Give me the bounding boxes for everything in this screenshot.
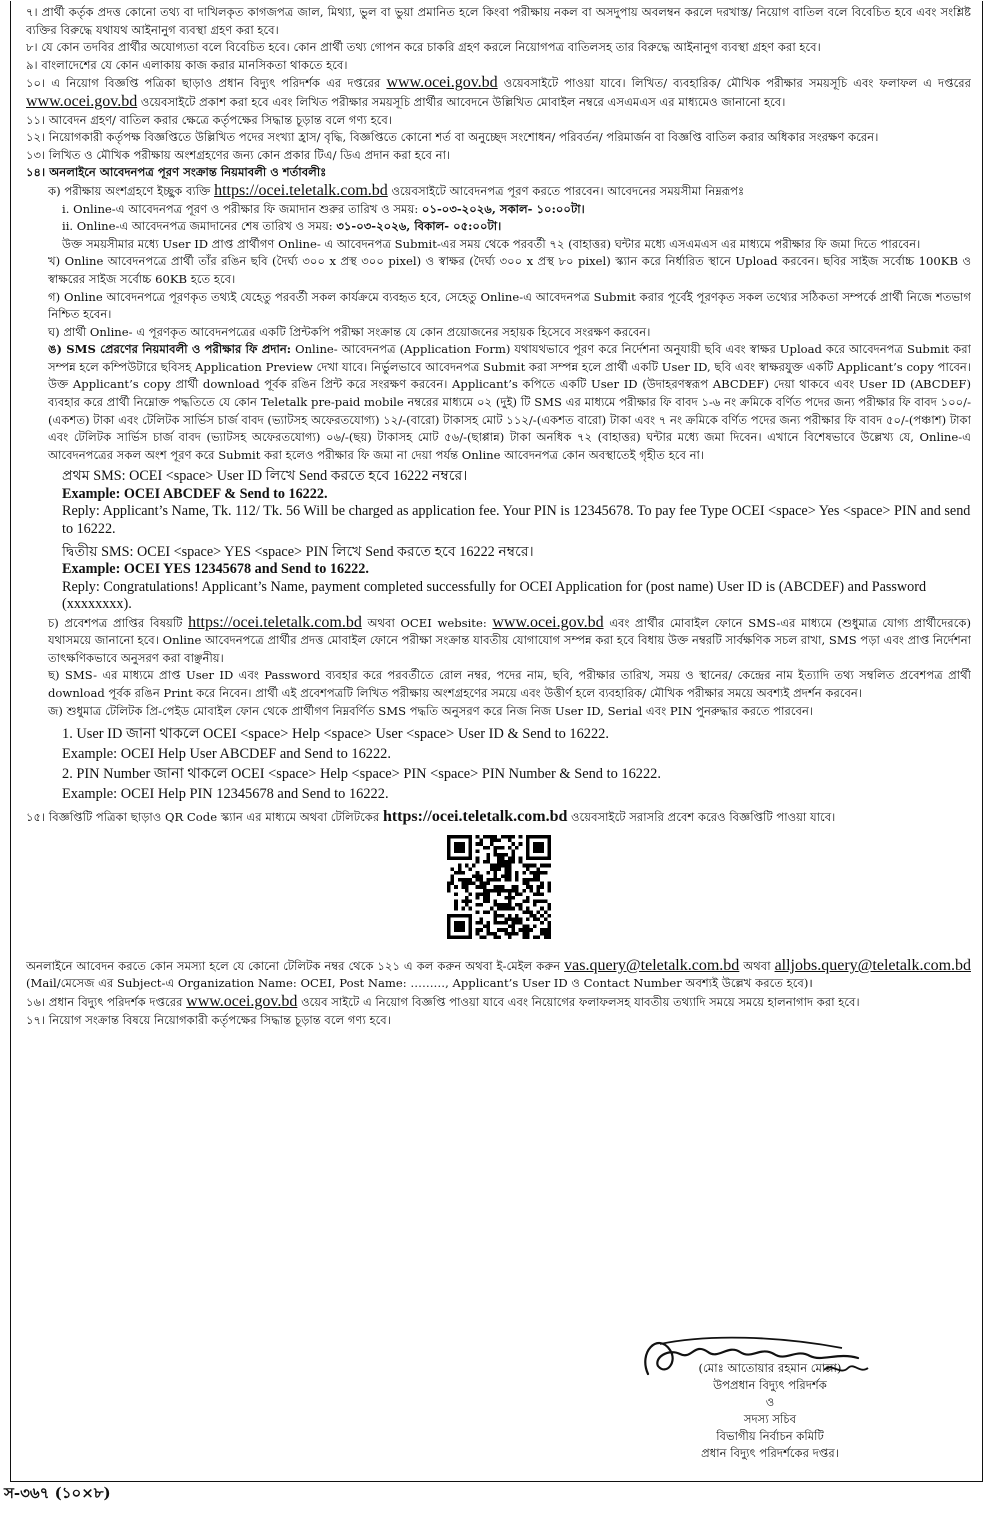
footer-code: স-৩৬৭ (১০×৮) [4, 1484, 111, 1502]
ka-text-b: ওয়েবসাইটে আবেদনপত্র পূরণ করতে পারবেন। আবেদনের সময়সীমা নিম্নরূপঃ [391, 183, 745, 198]
teletalk-link-1[interactable]: https://ocei.teletalk.com.bd [214, 181, 388, 199]
clause-14-heading: ১৪। অনলাইনে আবেদনপত্র পূরণ সংক্রান্ত নিয়মাবলী ও শর্তাবলীঃ [26, 165, 327, 180]
second-sms-reply: Reply: Congratulations! Applicant’s Name, payment completed successfully for OCEI Application for (post name) User ID is (ABCDEF) and Password (xxxxxxxx). [62, 578, 927, 613]
clause-14-ka [26, 182, 971, 201]
first-sms-reply: Reply: Applicant’s Name, Tk. 112/ Tk. 56 Will be charged as application fee. Your PIN is 12345678. To pay fee Type OCEI <space> Yes <space> PIN and send to 16222. [62, 503, 971, 537]
clause-14-kha: খ) Online আবেদনপত্রে প্রার্থী তাঁর রঙিন ছবি (দৈর্ঘ্য ৩০০ x প্রস্থ ৩০০ pixel) ও স্বাক্ষর (দৈর্ঘ্য ৩০০ x প্রস্থ ৮০ pixel) স্ক্যান করে নির্ধারিত স্থানে Upload করবেন। ছবির সাইজ সর্বোচ্চ 100KB ও স্বাক্ষরের সাইজ সর্বোচ্চ 60KB হতে হবে। [48, 254, 971, 286]
clause-14-ja: জ) শুধুমাত্র টেলিটক প্রি-পেইড মোবাইল ফোন থেকে প্রার্থীগণ নিম্নবর্ণিত SMS পদ্ধতি অনুসরণ করে নিজ নিজ User ID, Serial এবং PIN পুনরুদ্ধার করতে পারবেন। [48, 703, 814, 718]
clause-10 [26, 74, 971, 111]
fee-window-note: উক্ত সময়সীমার মধ্যে User ID প্রাপ্ত প্রার্থীগণ Online- এ আবেদনপত্র Submit-এর সময় থেকে পরবর্তী ৭২ (বাহাত্তর) ঘন্টার মধ্যে এসএমএস এর মাধ্যমে পরীক্ষার ফি জমা দিতে পারবেন। [62, 236, 921, 251]
first-sms-example: Example: OCEI ABCDEF & Send to 16222. [62, 485, 328, 502]
recover-user-id-example: Example: OCEI Help User ABCDEF and Send to 16222. [62, 746, 391, 763]
qr-code-area [26, 835, 971, 939]
signatory-title-2: সদস্য সচিব [743, 1412, 797, 1426]
second-sms-example: Example: OCEI YES 12345678 and Send to 16222. [62, 561, 369, 578]
clause-16-text-a: ১৬। প্রধান বিদ্যুৎ পরিদর্শক দপ্তরের [26, 995, 183, 1010]
recover-pin: 2. PIN Number জানা থাকলে OCEI <space> Help <space> PIN <space> PIN Number & Send to 16222. [62, 766, 661, 783]
ocei-gov-link-4[interactable]: www.ocei.gov.bd [186, 993, 298, 1011]
clause-7: ৭। প্রার্থী কর্তৃক প্রদত্ত কোনো তথ্য বা দাখিলকৃত কাগজপত্র জাল, মিথ্যা, ভুল বা ভুয়া প্রমানিত হলে কিংবা পরীক্ষায় নকল বা অসদুপায় অবলম্বন করলে দরখাস্ত/ নিয়োগ বাতিল বলে বিবেচিত হবে এবং সংশ্লিষ্ট ব্যক্তির বিরুদ্ধে যথাযথ আইনানুগ ব্যবস্থা গ্রহণ করা হবে। [26, 5, 971, 37]
clause-14-uo [26, 341, 971, 464]
ca-text-a: চ) প্রবেশপত্র প্রাপ্তির বিষয়টি [48, 615, 183, 630]
teletalk-link-3[interactable]: https://ocei.teletalk.com.bd [382, 808, 568, 826]
clause-10-text-a: ১০। এ নিয়োগ বিজ্ঞপ্তি পত্রিকা ছাড়াও প্রধান বিদ্যুৎ পরিদর্শক এর দপ্তরের [26, 76, 381, 91]
clause-15-text-a: ১৫। বিজ্ঞপ্তিটি পত্রিকা ছাড়াও QR Code স্ক্যান এর মাধ্যমে অথবা টেলিটকের [26, 810, 380, 825]
clause-10-text-c: ওয়েবসাইটে প্রকাশ করা হবে এবং লিখিত পরীক্ষার সময়সূচি প্রার্থীর আবেদনে উল্লিখিত মোবাইল নম্বরে এসএমএস এর মাধ্যমেও জানানো হবে। [140, 94, 786, 109]
clause-11: ১১। আবেদন গ্রহণ/ বাতিল করার ক্ষেত্রে কর্তৃপক্ষের সিদ্ধান্ত চূড়ান্ত বলে গণ্য হবে। [26, 112, 392, 127]
alljobs-query-email[interactable]: alljobs.query@teletalk.com.bd [774, 956, 971, 974]
start-date-value: ০১-০৩-২০২৬, সকাল- ১০:০০টা। [421, 201, 585, 216]
clause-17: ১৭। নিয়োগ সংক্রান্ত বিষয়ে নিয়োগকারী কর্তৃপক্ষের সিদ্ধান্ত চূড়ান্ত বলে গণ্য হবে। [26, 1012, 391, 1027]
ocei-gov-link-3[interactable]: www.ocei.gov.bd [492, 613, 604, 631]
recover-pin-example: Example: OCEI Help PIN 12345678 and Send to 16222. [62, 786, 389, 803]
clause-16-text-b: ওয়েব সাইটে এ নিয়োগ বিজ্ঞপ্তি পাওয়া যাবে এবং নিয়োগের ফলাফলসহ যাবতীয় তথ্যাদি সময়ে সময়ে হালনাগাদ করা হবে। [301, 995, 860, 1010]
first-sms: প্রথম SMS: OCEI <space> User ID লিখে Send করতে হবে 16222 নম্বরে। [62, 468, 468, 485]
help-or: অথবা [743, 958, 771, 973]
ca-text-c: এবং প্রার্থীর মোবাইল ফোনে SMS-এর মাধ্যমে (শুধুমাত্র যোগ্য প্রার্থীদেরকে) যথাসময়ে জানানো হবে। Online আবেদনপত্রে প্রার্থীর প্রদত্ত মোবাইল ফোনে পরীক্ষা সংক্রান্ত যাবতীয় যোগাযোগ সম্পন্ন করা হবে বিধায় উক্ত নম্বরটি সার্বক্ষণিক সচল রাখা, SMS পড়া এবং প্রাপ্ত নির্দেশনা তাৎক্ষণিকভাবে অনুসরণ করা বাঞ্ছনীয়। [48, 615, 971, 665]
signatory-title-1: উপপ্রধান বিদ্যুৎ পরিদর্শক [713, 1378, 827, 1392]
help-text-b: (Mail/মেসেজ এর Subject-এ Organization Name: OCEI, Post Name: ………, Applicant’s User ID ও Contact Number অবশ্যই উল্লেখ করতে হবে)। [26, 976, 813, 991]
help-text-a: অনলাইনে আবেদন করতে কোন সমস্যা হলে যে কোনো টেলিটক নম্বর থেকে ১২১ এ কল করুন অথবা ই-মেইল করুন [26, 958, 561, 973]
signatory-title-4: প্রধান বিদ্যুৎ পরিদর্শকের দপ্তর। [701, 1446, 839, 1460]
clause-10-text-b: ওয়েবসাইটে পাওয়া যাবে। লিখিত/ ব্যবহারিক/ মৌখিক পরীক্ষার সময়সূচি এবং ফলাফল এ দপ্তরের [503, 76, 971, 91]
end-date-label: ii. Online-এ আবেদনপত্র জমাদানের শেষ তারিখ ও সময়: [62, 219, 333, 234]
signatory-name: (মোঃ আতোয়ার রহমান মোল্লা) [698, 1361, 842, 1375]
end-date-line [26, 218, 971, 236]
clause-14-gha: ঘ) প্রার্থী Online- এ পূরণকৃত আবেদনপত্রের একটি প্রিন্টকপি পরীক্ষা সংক্রান্ত যে কোন প্রয়োজনের সহায়ক হিসেবে সংরক্ষণ করবেন। [48, 324, 651, 339]
signatory-and: ও [765, 1395, 775, 1409]
sms-rules-heading: ঙ) SMS প্রেরণের নিয়মাবলী ও পরীক্ষার ফি প্রদান: [48, 342, 292, 357]
clause-14-ca [26, 614, 971, 668]
ocei-gov-link-2[interactable]: www.ocei.gov.bd [26, 92, 138, 110]
start-date-line [26, 201, 971, 219]
notice-body [26, 4, 971, 1514]
vas-query-email[interactable]: vas.query@teletalk.com.bd [564, 956, 740, 974]
qr-code[interactable] [447, 835, 551, 939]
help-paragraph [26, 957, 971, 993]
clause-15 [26, 808, 971, 827]
teletalk-link-2[interactable]: https://ocei.teletalk.com.bd [188, 613, 362, 631]
clause-14-ga: গ) Online আবেদনপত্রে পূরণকৃত তথ্যই যেহেতু পরবর্তী সকল কার্যক্রমে ব্যবহৃত হবে, সেহেতু Online-এ আবেদনপত্র Submit করার পূর্বেই পূরণকৃত সকল তথ্যের সঠিকতা সম্পর্কে প্রার্থী নিজে শতভাগ নিশ্চিত হবেন। [48, 289, 971, 322]
end-date-value: ৩১-০৩-২০২৬, বিকাল- ০৫:০০টা। [336, 219, 502, 234]
clause-16 [26, 993, 971, 1012]
start-date-label: i. Online-এ আবেদনপত্র পূরণ ও পরীক্ষার ফি জমাদান শুরুর তারিখ ও সময়: [62, 201, 419, 216]
ca-text-b: অথবা OCEI website: [367, 615, 487, 630]
clause-8: ৮। যে কোন তদবির প্রার্থীর অযোগ্যতা বলে বিবেচিত হবে। কোন প্রার্থী তথ্য গোপন করে চাকরি গ্রহণ করলে নিয়োগপত্র বাতিলসহ তার বিরুদ্ধে আইনানুগ ব্যবস্থা গ্রহণ করা হবে। [26, 40, 821, 55]
second-sms: দ্বিতীয় SMS: OCEI <space> YES <space> PIN লিখে Send করতে হবে 16222 নম্বরে। [62, 544, 534, 561]
ocei-gov-link-1[interactable]: www.ocei.gov.bd [386, 74, 498, 92]
sms-rules-body: Online- আবেদনপত্র (Application Form) যথাযথভাবে পূরণ করে নির্দেশনা অনুযায়ী ছবি এবং স্বাক্ষর Upload করে আবেদনপত্র Submit করা সম্পন্ন হলে কম্পিউটারে ছবিসহ Application Preview দেখা যাবে। নির্ভুলভাবে আবেদনপত্র Submit করা সম্পন্ন হলে প্রার্থী একটি User ID, ছবি এবং স্বাক্ষরযুক্ত একটি Applicant’s copy পাবেন। উক্ত Applicant’s copy প্রার্থী download পূর্বক রঙিন প্রিন্ট করে সংরক্ষণ করবেন। Applicant’s কপিতে একটি User ID (উদাহরণস্বরূপ ABCDEF) দেয়া থাকবে এবং User ID (ABCDEF) ব্যবহার করে প্রার্থী নিম্নোক্ত পদ্ধতিতে যে কোন Teletalk pre-paid mobile নম্বরের মাধ্যমে ০২ (দুই) টি SMS এর মাধ্যমে পরীক্ষার ফি বাবদ ১-৬ নং ক্রমিকে বর্ণিত পদের জন্য পরীক্ষার ফি বাবদ ১০০/-(একশত) টাকা এবং টেলিটক সার্ভিস চার্জ বাবদ (ভ্যাটসহ অফেরতযোগ্য) ১২/-(বারো) টাকাসহ মোট ১১২/-(একশত বারো) টাকা এবং ৭ নং ক্রমিকে বর্ণিত পদের জন্য পরীক্ষার ফি বাবদ ৫০/-(পঞ্চাশ) টাকা এবং টেলিটক সার্ভিস চার্জ বাবদ (ভ্যাটসহ অফেরতযোগ্য) ০৬/-(ছয়) টাকাসহ মোট ৫৬/-(ছাপ্পান্ন) টাকা অনধিক ৭২ (বাহাত্তর) ঘন্টার মধ্যে জমা দিবেন। এখানে বিশেষভাবে উল্লেখ্য যে, Online-এ আবেদনপত্রের সকল অংশ পূরণ করে Submit করা হলেও পরীক্ষার ফি জমা না দেয়া পর্যন্ত Online আবেদনপত্র কোন অবস্থাতেই গৃহীত হবে না। [48, 342, 971, 462]
recover-user-id: 1. User ID জানা থাকলে OCEI <space> Help <space> User <space> User ID & Send to 16222. [62, 726, 609, 743]
ka-text-a: ক) পরীক্ষায় অংশগ্রহণে ইচ্ছুক ব্যক্তি [48, 183, 211, 198]
clause-12: ১২। নিয়োগকারী কর্তৃপক্ষ বিজ্ঞপ্তিতে উল্লিখিত পদের সংখ্যা হ্রাস/ বৃদ্ধি, বিজ্ঞপ্তিতে কোনো শর্ত বা অনুচ্ছেদ সংশোধন/ পরিবর্তন/ পরিমার্জন বা বিজ্ঞপ্তি বাতিল করার অধিকার সংরক্ষণ করেন। [26, 130, 879, 145]
signatory-title-3: বিভাগীয় নির্বাচন কমিটি [716, 1429, 824, 1443]
clause-15-text-b: ওয়েবসাইটে সরাসরি প্রবেশ করেও বিজ্ঞপ্তিটি পাওয়া যাবে। [571, 810, 836, 825]
clause-9: ৯। বাংলাদেশের যে কোন এলাকায় কাজ করার মানসিকতা থাকতে হবে। [26, 57, 348, 72]
clause-13: ১৩। লিখিত ও মৌখিক পরীক্ষায় অংশগ্রহণের জন্য কোন প্রকার টিএ/ ডিএ প্রদান করা হবে না। [26, 147, 451, 162]
clause-14-cha: ছ) SMS- এর মাধ্যমে প্রাপ্ত User ID এবং Password ব্যবহার করে পরবর্তীতে রোল নম্বর, পদের নাম, ছবি, পরীক্ষার তারিখ, সময় ও স্থানের/ কেন্দ্রের নাম ইত্যাদি তথ্য সম্বলিত প্রবেশপত্র প্রার্থী download পূর্বক রঙিন Print করে নিবেন। প্রার্থী এই প্রবেশপত্রটি লিখিত পরীক্ষায় অংশগ্রহণের সময়ে এবং উত্তীর্ণ হলে ব্যবহারিক/ মৌখিক পরীক্ষার সময়ে অবশ্যই প্রদর্শন করবেন। [48, 668, 971, 701]
signature-block [600, 1326, 940, 1462]
